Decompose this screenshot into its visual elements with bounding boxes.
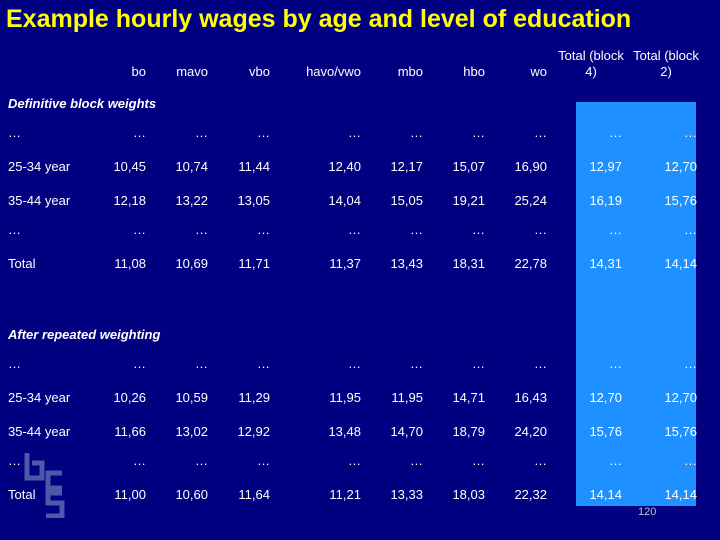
table-cell: 12,17 <box>390 159 423 174</box>
table-cell: … <box>348 356 361 371</box>
table-cell: 11,95 <box>329 390 361 405</box>
table-cell: … <box>133 356 146 371</box>
table-cell: 13,43 <box>390 256 423 271</box>
page-number: 120 <box>638 506 657 518</box>
table-cell: … <box>133 222 146 237</box>
table-cell: … <box>410 356 423 371</box>
table-cell: 11,44 <box>238 159 270 174</box>
table-cell: … <box>684 222 697 237</box>
table-cell: … <box>195 453 208 468</box>
table-cell: 16,43 <box>514 390 547 405</box>
table-cell: 12,70 <box>589 390 622 405</box>
column-header: vbo <box>249 64 270 79</box>
table-cell: … <box>348 125 361 140</box>
table-cell: … <box>348 453 361 468</box>
table-cell: 18,03 <box>452 487 485 502</box>
table-cell: 14,71 <box>452 390 485 405</box>
table-cell: 18,79 <box>452 424 485 439</box>
table-cell: 13,22 <box>175 193 208 208</box>
table-cell: 15,05 <box>390 193 423 208</box>
table-cell: … <box>133 125 146 140</box>
table-cell: 13,05 <box>237 193 270 208</box>
row-label: Total <box>8 256 36 271</box>
table-cell: 11,00 <box>114 487 146 502</box>
table-cell: 10,74 <box>175 159 208 174</box>
table-cell: … <box>534 356 547 371</box>
column-header: mbo <box>397 64 423 79</box>
table-cell: … <box>609 453 622 468</box>
table-cell: 14,14 <box>664 256 697 271</box>
table-cell: 14,70 <box>390 424 423 439</box>
table-cell: … <box>410 222 423 237</box>
table-cell: 12,70 <box>664 390 697 405</box>
table-cell: 13,48 <box>328 424 361 439</box>
table-cell: 11,08 <box>114 256 146 271</box>
table-cell: 15,76 <box>664 193 697 208</box>
table-cell: … <box>195 222 208 237</box>
table-cell: … <box>534 125 547 140</box>
table-cell: 11,37 <box>329 256 361 271</box>
table-cell: 25,24 <box>514 193 547 208</box>
table-cell: 11,64 <box>238 487 270 502</box>
table-cell: 12,97 <box>589 159 622 174</box>
table-cell: 10,59 <box>175 390 208 405</box>
table-cell: 22,32 <box>514 487 547 502</box>
table-cell: … <box>472 453 485 468</box>
table-cell: 16,90 <box>514 159 547 174</box>
table-cell: 12,40 <box>328 159 361 174</box>
table-cell: 16,19 <box>589 193 622 208</box>
table-cell: … <box>684 453 697 468</box>
table-cell: 11,21 <box>329 487 361 502</box>
table-cell: 11,71 <box>238 256 270 271</box>
table-cell: … <box>195 125 208 140</box>
table-cell: 10,69 <box>175 256 208 271</box>
table-cell: … <box>257 125 270 140</box>
column-header: Total (block 4) <box>558 48 624 79</box>
row-label: … <box>8 125 21 140</box>
table-cell: … <box>472 356 485 371</box>
page-title: Example hourly wages by age and level of education <box>6 5 632 33</box>
row-label: … <box>8 453 21 468</box>
table-cell: 12,18 <box>113 193 146 208</box>
column-header: bo <box>131 64 146 79</box>
table-cell: 22,78 <box>514 256 547 271</box>
table-cell: … <box>410 453 423 468</box>
row-label: 25-34 year <box>8 159 71 174</box>
table-cell: 10,60 <box>175 487 208 502</box>
table-cell: 14,14 <box>664 487 697 502</box>
table-cell: 11,95 <box>391 390 423 405</box>
column-header: mavo <box>176 64 208 79</box>
table-cell: 12,70 <box>664 159 697 174</box>
table-cell: 13,33 <box>390 487 423 502</box>
table-cell: 15,07 <box>452 159 485 174</box>
table-cell: … <box>472 222 485 237</box>
table-cell: … <box>534 222 547 237</box>
table-cell: 19,21 <box>452 193 485 208</box>
table-cell: 14,31 <box>589 256 622 271</box>
column-header: havo/vwo <box>306 64 361 79</box>
table-cell: … <box>257 356 270 371</box>
table-cell: … <box>257 222 270 237</box>
table-cell: … <box>609 356 622 371</box>
row-label: … <box>8 356 21 371</box>
table-cell: … <box>195 356 208 371</box>
cbs-logo <box>22 448 68 518</box>
column-header: hbo <box>463 64 485 79</box>
table-cell: … <box>348 222 361 237</box>
column-header: wo <box>530 64 547 79</box>
table-cell: 12,92 <box>237 424 270 439</box>
table-cell: … <box>684 125 697 140</box>
table-cell: 14,14 <box>589 487 622 502</box>
table-cell: 15,76 <box>664 424 697 439</box>
table-cell: … <box>534 453 547 468</box>
table-cell: … <box>472 125 485 140</box>
table-cell: … <box>609 125 622 140</box>
row-label: … <box>8 222 21 237</box>
table-cell: 13,02 <box>175 424 208 439</box>
table-cell: 18,31 <box>452 256 485 271</box>
table-cell: … <box>684 356 697 371</box>
table-cell: … <box>609 222 622 237</box>
row-label: 35-44 year <box>8 424 71 439</box>
table-cell: … <box>410 125 423 140</box>
row-label: 35-44 year <box>8 193 71 208</box>
table-cell: … <box>257 453 270 468</box>
section-heading: Definitive block weights <box>8 96 157 111</box>
row-label: 25-34 year <box>8 390 71 405</box>
table-cell: 24,20 <box>514 424 547 439</box>
column-header: Total (block 2) <box>633 48 699 79</box>
table-cell: 10,26 <box>113 390 146 405</box>
table-cell: 10,45 <box>113 159 146 174</box>
table-cell: … <box>133 453 146 468</box>
section-heading: After repeated weighting <box>8 327 161 342</box>
table-cell: 15,76 <box>589 424 622 439</box>
row-label: Total <box>8 487 36 502</box>
table-cell: 14,04 <box>328 193 361 208</box>
table-cell: 11,66 <box>114 424 146 439</box>
table-cell: 11,29 <box>238 390 270 405</box>
